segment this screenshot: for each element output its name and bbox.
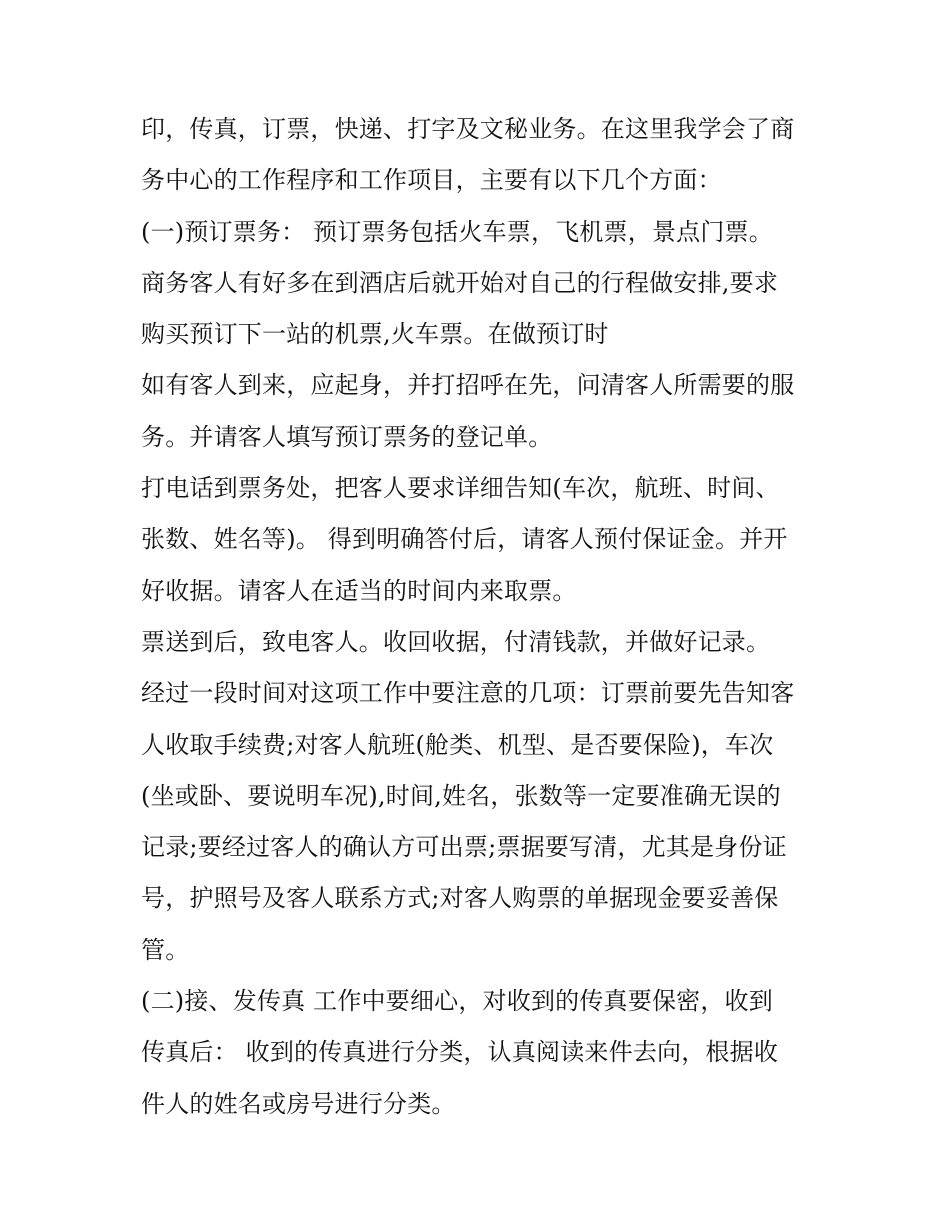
document-body [141,104,821,1130]
text-line: 印，传真，订票，快递、打字及文秘业务。在这里我学会了商 [141,115,795,143]
text-line: (坐或卧、要说明车况),时间,姓名，张数等一定要准确无误的 [141,781,781,810]
text-line: 张数、姓名等)。 得到明确答付后，请客人预付保证金。并开 [141,525,788,554]
text-line: 件人的姓名或房号进行分类。 [141,1089,456,1118]
text-line: 务。并请客人填写预订票务的登记单。 [141,422,553,451]
text-line: (二)接、发传真 工作中要细心，对收到的传真要保密，收到 [141,987,773,1016]
text-line: 务中心的工作程序和工作项目，主要有以下几个方面： [141,166,722,195]
text-line: 如有客人到来，应起身，并打招呼在先，问清客人所需要的服 [141,371,795,400]
text-line: 票送到后，致电客人。收回收据，付清钱款，并做好记录。 [141,627,771,656]
text-line: 管。 [141,935,190,964]
text-line: 打电话到票务处，把客人要求详细告知(车次，航班、时间、 [141,474,780,503]
text-line: 好收据。请客人在适当的时间内来取票。 [141,576,577,605]
text-line: (一)预订票务： 预订票务包括火车票，飞机票，景点门票。 [141,217,773,246]
text-line: 记录;要经过客人的确认方可出票;票据要写清，尤其是身份证 [141,833,787,862]
text-line: 经过一段时间对这项工作中要注意的几项：订票前要先告知客 [141,679,795,708]
text-line: 人收取手续费;对客人航班(舱类、机型、是否要保险)，车次 [141,730,774,759]
text-line: 号，护照号及客人联系方式;对客人购票的单据现金要妥善保 [141,884,779,913]
text-line: 传真后： 收到的传真进行分类，认真阅读来件去向，根据收 [141,1038,779,1067]
text-line: 购买预订下一站的机票,火车票。在做预订时 [141,320,609,349]
text-line: 商务客人有好多在到酒店后就开始对自己的行程做安排,要求 [141,268,779,297]
